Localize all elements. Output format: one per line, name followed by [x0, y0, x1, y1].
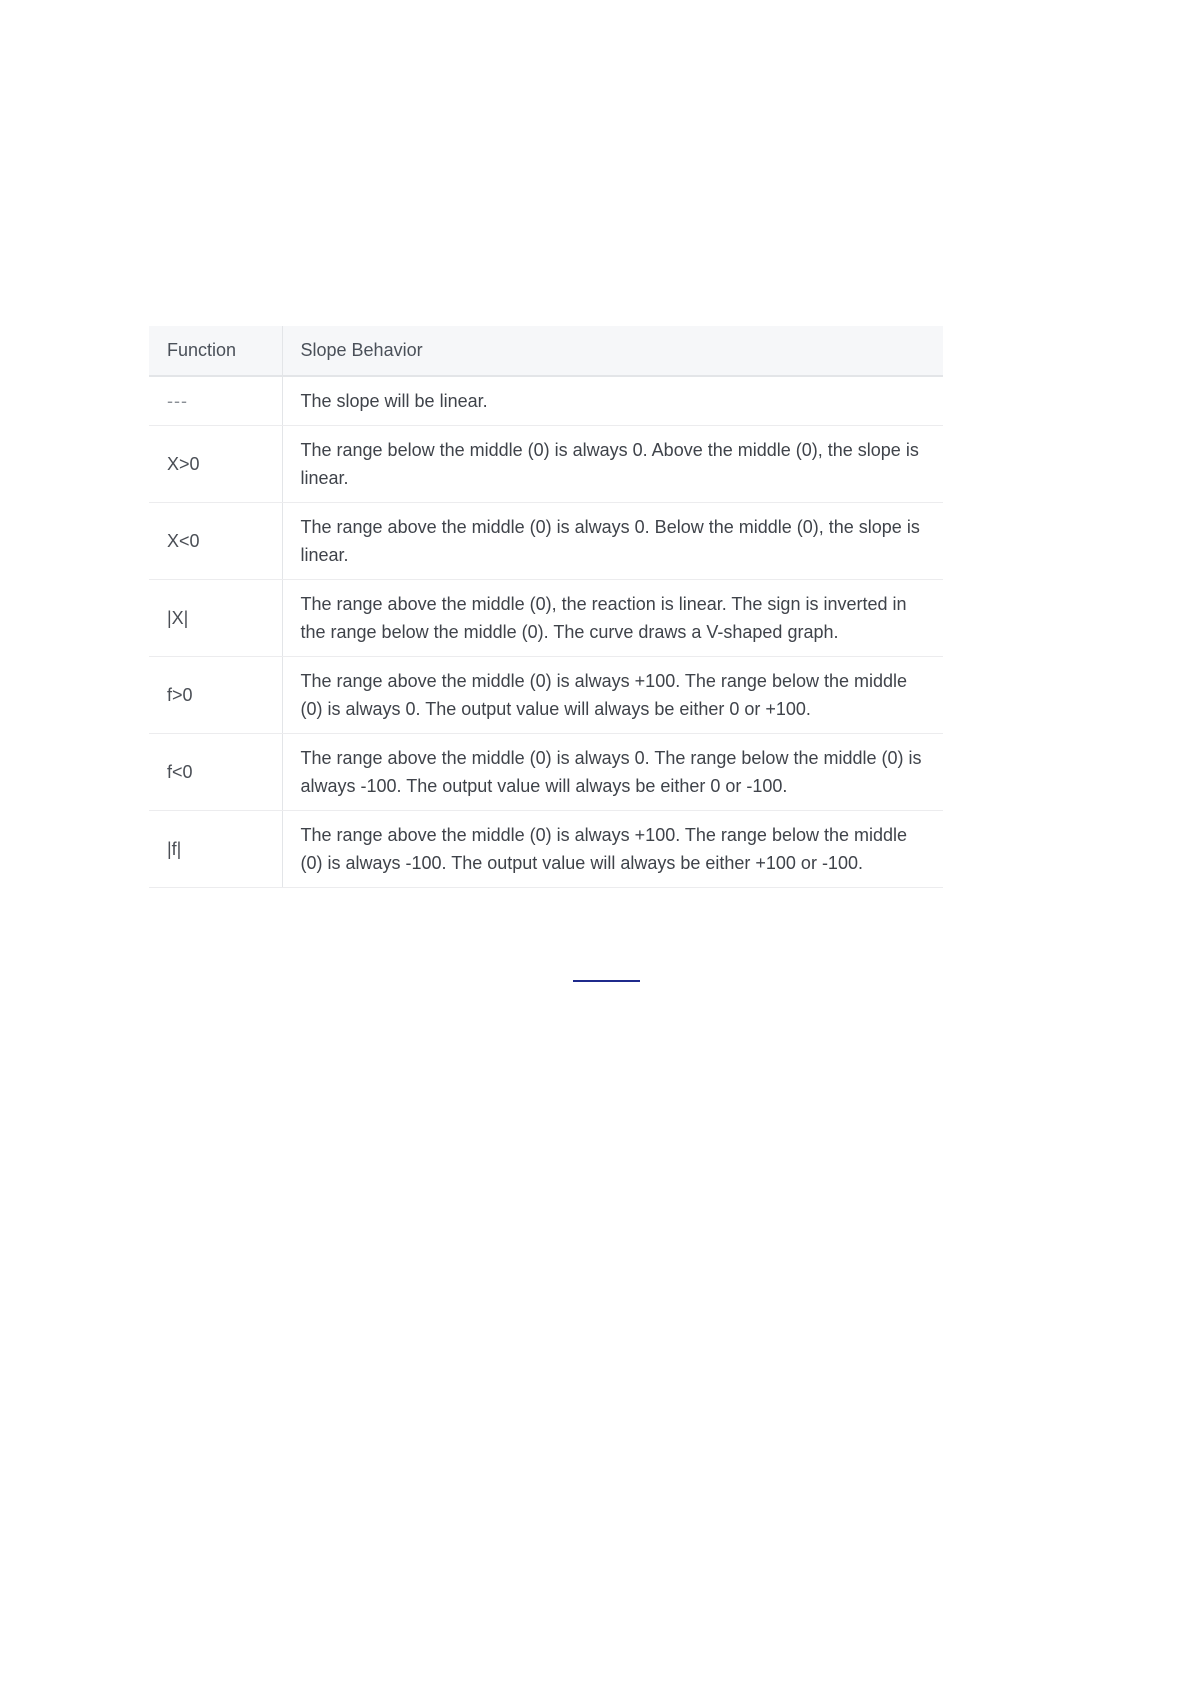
table-row: [149, 376, 943, 426]
function-cell: X<0: [149, 503, 282, 580]
table-header-row: [149, 326, 943, 376]
function-slope-table: [149, 326, 943, 888]
table-row: [149, 657, 943, 734]
behavior-cell: The range above the middle (0) is always 0. The range below the middle (0) is always -100. The output value will always be either 0 or -100.: [282, 734, 943, 811]
table-row: [149, 426, 943, 503]
function-cell: |X|: [149, 580, 282, 657]
header-slope-behavior: Slope Behavior: [282, 326, 943, 376]
function-cell: f>0: [149, 657, 282, 734]
function-cell: |f|: [149, 811, 282, 888]
table-header: [149, 326, 943, 376]
behavior-cell: The range above the middle (0) is always +100. The range below the middle (0) is always 0. The output value will always be either 0 or +100.: [282, 657, 943, 734]
behavior-cell: The slope will be linear.: [282, 376, 943, 426]
table-row: [149, 580, 943, 657]
behavior-cell: The range below the middle (0) is always 0. Above the middle (0), the slope is linear.: [282, 426, 943, 503]
function-cell: f<0: [149, 734, 282, 811]
table-row: [149, 503, 943, 580]
table-row: [149, 811, 943, 888]
link-underline[interactable]: [573, 980, 640, 982]
behavior-cell: The range above the middle (0) is always 0. Below the middle (0), the slope is linear.: [282, 503, 943, 580]
behavior-cell: The range above the middle (0) is always +100. The range below the middle (0) is always -100. The output value will always be either +100 or -100.: [282, 811, 943, 888]
function-cell: X>0: [149, 426, 282, 503]
function-cell: ---: [149, 376, 282, 426]
behavior-cell: The range above the middle (0), the reaction is linear. The sign is inverted in the range below the middle (0). The curve draws a V-shaped graph.: [282, 580, 943, 657]
header-function: Function: [149, 326, 282, 376]
table-row: [149, 734, 943, 811]
table-body: [149, 376, 943, 888]
